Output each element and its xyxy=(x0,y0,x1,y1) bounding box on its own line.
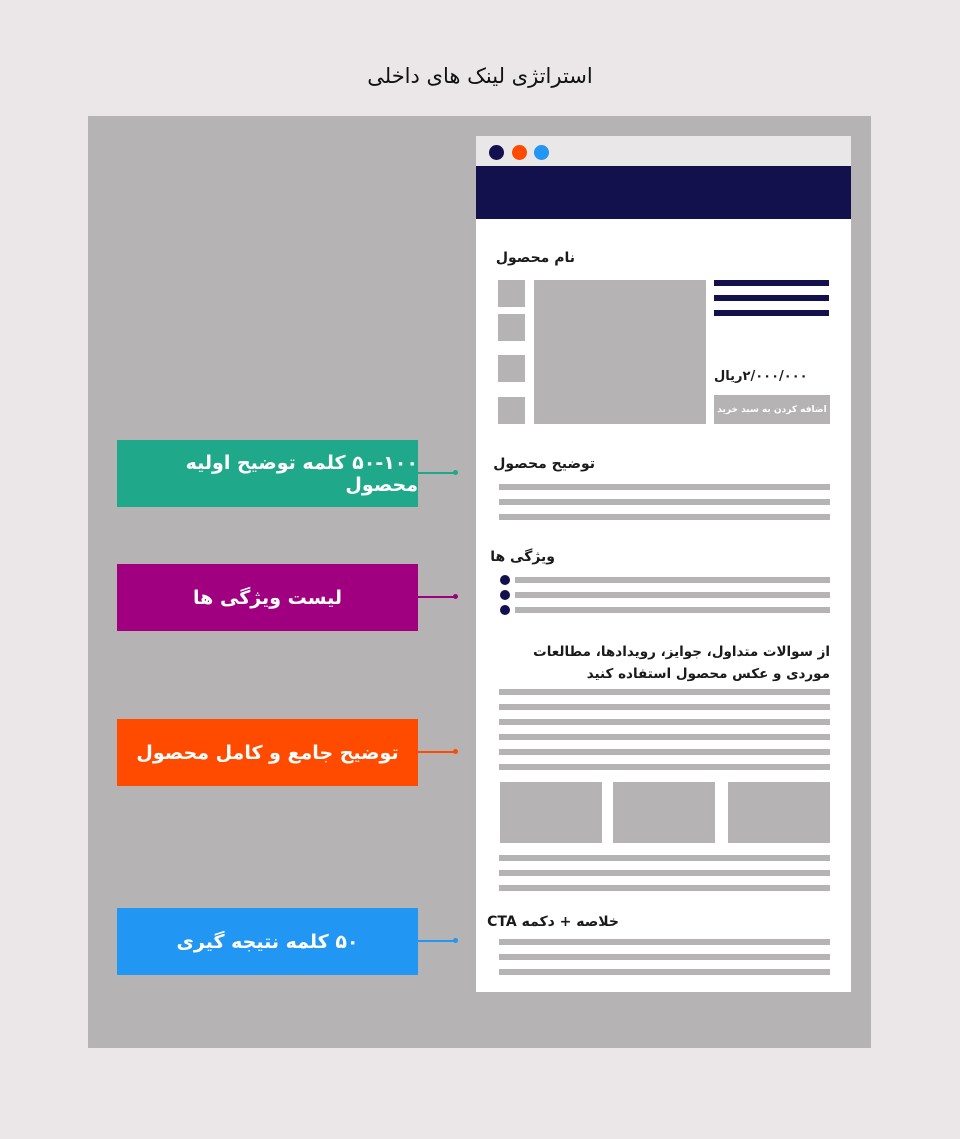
full-description-line-3 xyxy=(499,719,830,725)
connector-conclusion-dot xyxy=(453,938,458,943)
feature-line-1 xyxy=(515,577,830,583)
feature-bullet-2 xyxy=(500,590,510,600)
description-heading: توضیح محصول xyxy=(493,456,595,472)
connector-full-description-dot xyxy=(453,749,458,754)
label-feature-list: لیست ویژگی ها xyxy=(117,564,418,631)
feature-bullet-3 xyxy=(500,605,510,615)
gallery-image-3 xyxy=(728,782,830,843)
product-name-heading: نام محصول xyxy=(495,250,575,266)
description-line-3 xyxy=(499,514,830,520)
product-info-line-2 xyxy=(714,295,829,301)
full-description-line-1 xyxy=(499,689,830,695)
thumbnail-3 xyxy=(498,355,525,382)
thumbnail-1 xyxy=(498,280,525,307)
feature-bullet-1 xyxy=(500,575,510,585)
full-description-line-5 xyxy=(499,749,830,755)
window-dot-orange xyxy=(512,145,527,160)
gallery-caption-line-2 xyxy=(499,870,830,876)
summary-line-3 xyxy=(499,969,830,975)
product-main-image xyxy=(534,280,706,424)
feature-line-3 xyxy=(515,607,830,613)
summary-line-2 xyxy=(499,954,830,960)
thumbnail-2 xyxy=(498,314,525,341)
thumbnail-4 xyxy=(498,397,525,424)
connector-features xyxy=(418,596,455,598)
summary-heading: خلاصه + دکمه CTA xyxy=(487,914,619,930)
full-description-line-4 xyxy=(499,734,830,740)
connector-intro xyxy=(418,472,455,474)
window-dot-navy xyxy=(489,145,504,160)
gallery-image-1 xyxy=(500,782,602,843)
full-description-line-2 xyxy=(499,704,830,710)
diagram-title: استراتژی لینک های داخلی xyxy=(367,64,593,88)
full-description-line-6 xyxy=(499,764,830,770)
site-header-bar xyxy=(476,166,851,219)
label-full-description: توضیح جامع و کامل محصول xyxy=(117,719,418,786)
product-info-line-1 xyxy=(714,280,829,286)
product-price: ۲/۰۰۰/۰۰۰ریال xyxy=(714,369,808,384)
connector-full-description xyxy=(418,751,455,753)
gallery-image-2 xyxy=(613,782,715,843)
label-conclusion: ۵۰ کلمه نتیجه گیری xyxy=(117,908,418,975)
window-dot-blue xyxy=(534,145,549,160)
product-info-line-3 xyxy=(714,310,829,316)
description-line-2 xyxy=(499,499,830,505)
description-line-1 xyxy=(499,484,830,490)
connector-intro-dot xyxy=(453,470,458,475)
feature-line-2 xyxy=(515,592,830,598)
features-heading: ویژگی ها xyxy=(490,549,555,565)
summary-line-1 xyxy=(499,939,830,945)
label-intro-description: ۵۰-۱۰۰ کلمه توضیح اولیه محصول xyxy=(117,440,418,507)
add-to-cart-button: اضافه کردن به سبد خرید xyxy=(714,395,830,424)
browser-chrome xyxy=(476,136,851,166)
connector-conclusion xyxy=(418,940,455,942)
gallery-caption-line-3 xyxy=(499,885,830,891)
connector-features-dot xyxy=(453,594,458,599)
gallery-caption-line-1 xyxy=(499,855,830,861)
full-description-text: از سوالات متداول، جوایز، رویدادها، مطالعات موردی و عکس محصول استفاده کنید xyxy=(533,644,830,682)
